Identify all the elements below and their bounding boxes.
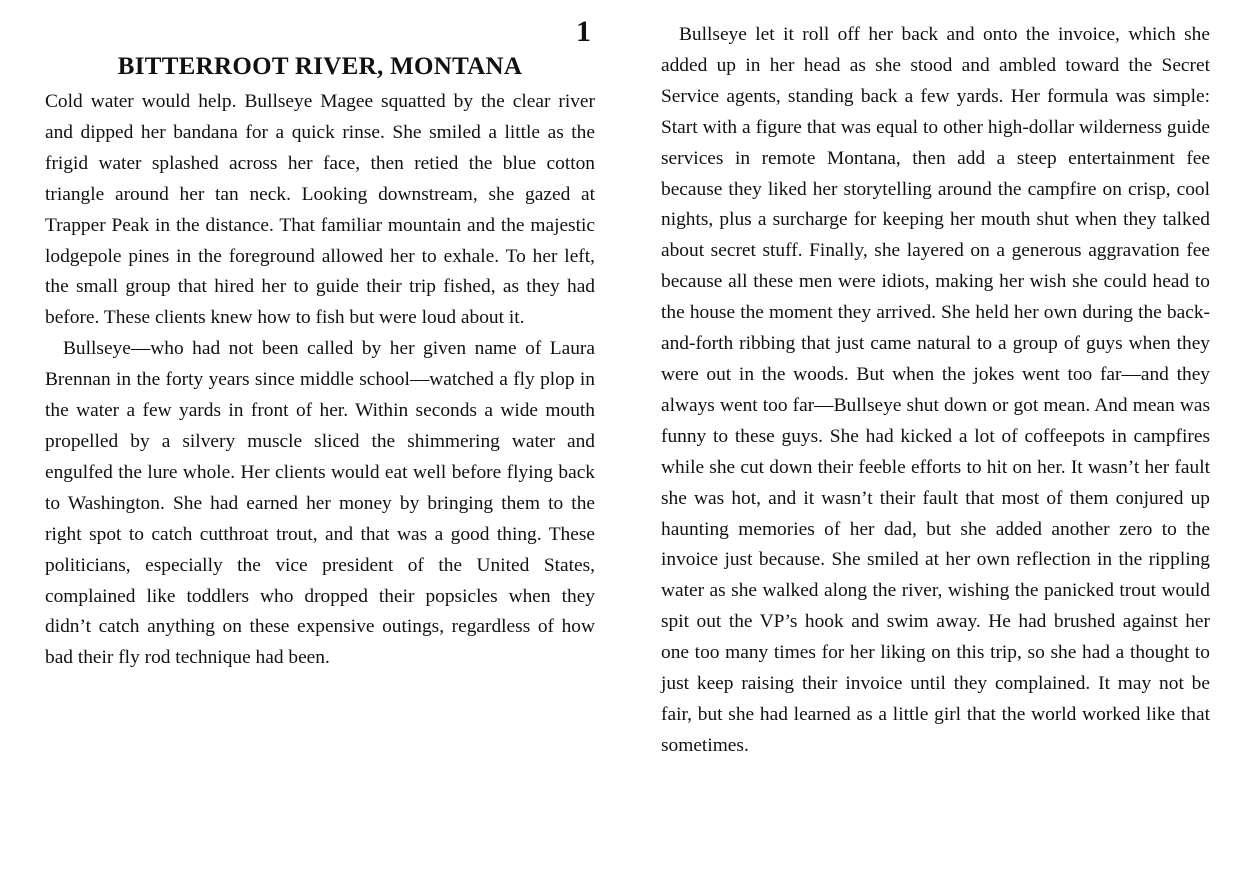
right-page-text: [661, 20, 1210, 762]
left-page-text: [45, 87, 595, 674]
chapter-number: 1: [576, 15, 591, 48]
paragraph: Bullseye let it roll off her back and onto the invoice, which she added up in her head as she stood and ambled toward the Secret Service agents, standing back a few yards. Her formula was simple: Start with a figure that was equal to other high-dollar wilderness guide services in remote Montana, then add a steep entertainment fee because they liked her storytelling around the campfire on crisp, cool nights, plus a surcharge for keeping her mouth shut when they talked about secret stuff. Finally, she layered on a generous aggravation fee because all these men were idiots, making her wish she could head to the house the moment they arrived. She held her own during the back-and-forth ribbing that just came natural to a group of guys when they were out in the woods. But when the jokes went too far—and they always went too far—Bullseye shut down or got mean. And mean was funny to these guys. She had kicked a lot of coffeepots in campfires while she cut down their feeble efforts to hit on her. It wasn’t her fault she was hot, and it wasn’t their fault that most of them conjured up haunting memories of her dad, but she added another zero to the invoice just because. She smiled at her own reflection in the rippling water as she walked along the river, wishing the panicked trout would spit out the VP’s hook and swim away. He had brushed against her one too many times for her liking on this trip, so she had a thought to just keep raising their invoice until they complained. It may not be fair, but she had learned as a little girl that the world worked like that sometimes.: [661, 24, 1210, 756]
chapter-title: BITTERROOT RIVER, MONTANA: [117, 53, 523, 80]
paragraph: Cold water would help. Bullseye Magee squatted by the clear river and dipped her bandana for a quick rinse. She smiled a little as the frigid water splashed across her face, then retied the blue cotton triangle around her tan neck. Looking downstream, she gazed at Trapper Peak in the distance. That familiar mountain and the majestic lodgepole pines in the foreground allowed her to exhale. To her left, the small group that hired her to guide their trip fished, as they had before. These clients knew how to fish but were loud about it.: [45, 91, 595, 329]
paragraph: Bullseye—who had not been called by her given name of Laura Brennan in the forty years since middle school—watched a fly plop in the water a few yards in front of her. Within seconds a wide mouth propelled by a silvery muscle sliced the shimmering water and engulfed the lure whole. Her clients would eat well before flying back to Washington. She had earned her money by bringing them to the right spot to catch cutthroat trout, and that was a good thing. These politicians, especially the vice president of the United States, complained like toddlers who dropped their popsicles when they didn’t catch anything on these expensive outings, regardless of how bad their fly rod technique had been.: [45, 338, 595, 669]
